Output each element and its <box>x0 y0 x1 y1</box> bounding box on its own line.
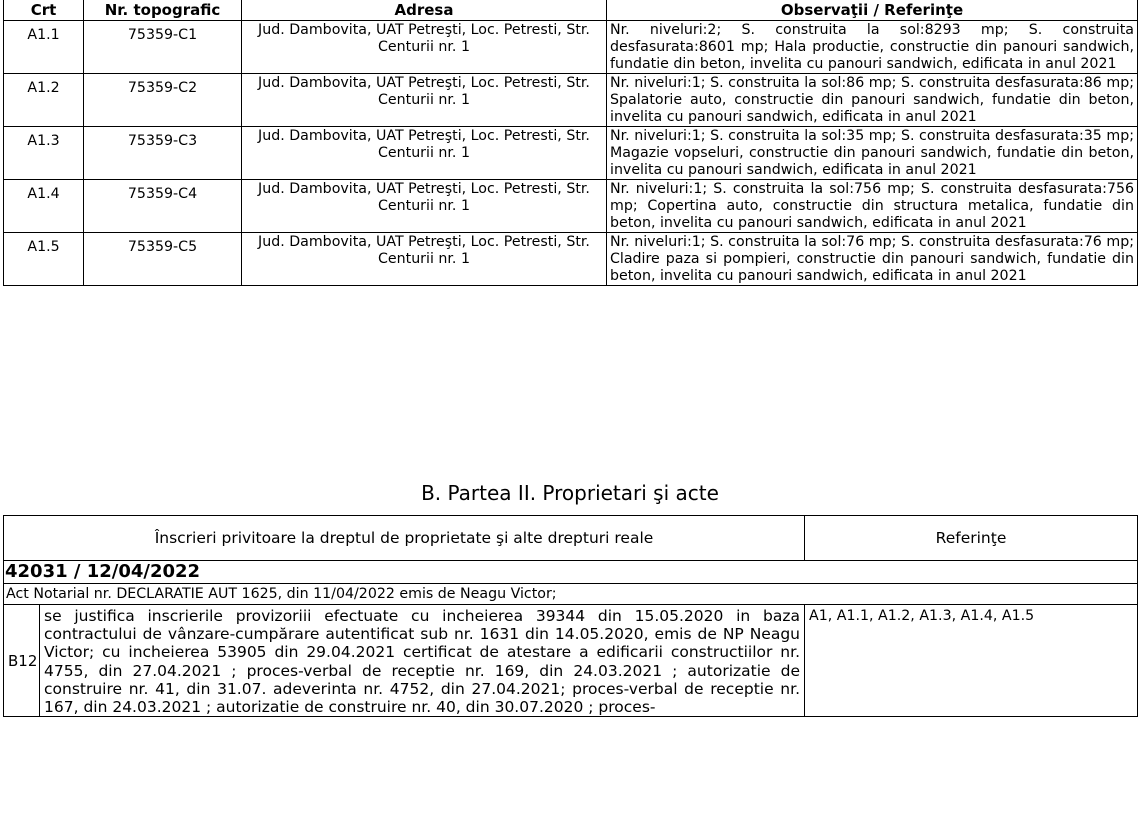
header-crt: Crt <box>4 0 84 21</box>
table-row <box>4 74 1138 127</box>
header-observatii: Observaţii / Referinţe <box>607 0 1138 21</box>
entry-row <box>4 561 1138 584</box>
row-adresa: Jud. Dambovita, UAT Petreşti, Loc. Petresti, Str. Centurii nr. 1 <box>242 127 607 180</box>
row-crt: A1.1 <box>4 21 84 74</box>
row-observatii: Nr. niveluri:1; S. construita la sol:76 mp; S. construita desfasurata:76 mp; Cladire paza si pompieri, constructie din panouri sandwich, fundatie din beton, invelita cu panouri sandwich, edificata in anul 2021 <box>607 233 1138 286</box>
row-observatii: Nr. niveluri:1; S. construita la sol:35 mp; S. construita desfasurata:35 mp; Magazie vopseluri, constructie din panouri sandwich, fundatie din beton, invelita cu panouri sandwich, edificata in anul 2021 <box>607 127 1138 180</box>
row-crt: A1.3 <box>4 127 84 180</box>
table-row <box>4 605 1138 717</box>
row-crt: A1.5 <box>4 233 84 286</box>
owners-table <box>3 515 1138 717</box>
header-nr-topografic: Nr. topografic <box>84 0 242 21</box>
row-observatii: Nr. niveluri:2; S. construita la sol:8293 mp; S. construita desfasurata:8601 mp; Hala productie, constructie din panouri sandwich, fundatie din beton, invelita cu panouri sandwich, edificata in anul 2021 <box>607 21 1138 74</box>
entry-references: A1, A1.1, A1.2, A1.3, A1.4, A1.5 <box>805 605 1138 717</box>
header-inscrieri: Înscrieri privitoare la dreptul de proprietate şi alte drepturi reale <box>4 516 805 561</box>
row-observatii: Nr. niveluri:1; S. construita la sol:86 mp; S. construita desfasurata:86 mp; Spalatorie auto, constructie din panouri sandwich, fundatie din beton, invelita cu panouri sandwich, edificata in anul 2021 <box>607 74 1138 127</box>
row-adresa: Jud. Dambovita, UAT Petreşti, Loc. Petresti, Str. Centurii nr. 1 <box>242 74 607 127</box>
act-notarial: Act Notarial nr. DECLARATIE AUT 1625, din 11/04/2022 emis de Neagu Victor; <box>4 584 1138 605</box>
row-crt: A1.4 <box>4 180 84 233</box>
header-adresa: Adresa <box>242 0 607 21</box>
buildings-header-row <box>4 0 1138 21</box>
row-topo: 75359-C5 <box>84 233 242 286</box>
row-crt: A1.2 <box>4 74 84 127</box>
act-row <box>4 584 1138 605</box>
row-adresa: Jud. Dambovita, UAT Petreşti, Loc. Petresti, Str. Centurii nr. 1 <box>242 233 607 286</box>
entry-text: se justifica inscrierile provizoriii efectuate cu incheierea 39344 din 15.05.2020 in baza contractului de vânzare-cumpărare autentificat sub nr. 1631 din 14.05.2020, emis de NP Neagu Victor; cu incheierea 53905 din 29.04.2021 certificat de atestare a edificarii constructiilor nr. 4755, din 27.04.2021 ; proces-verbal de receptie nr. 169, din 24.03.2021 ; autorizatie de construire nr. 41, din 31.07. adeverinta nr. 4752, din 27.04.2021; proces-verbal de receptie nr. 167, din 24.03.2021 ; autorizatie de construire nr. 40, din 30.07.2020 ; proces- <box>40 605 805 717</box>
owners-header-row <box>4 516 1138 561</box>
entry-id: 42031 / 12/04/2022 <box>4 561 1138 584</box>
row-topo: 75359-C3 <box>84 127 242 180</box>
row-adresa: Jud. Dambovita, UAT Petreşti, Loc. Petresti, Str. Centurii nr. 1 <box>242 21 607 74</box>
row-adresa: Jud. Dambovita, UAT Petreşti, Loc. Petresti, Str. Centurii nr. 1 <box>242 180 607 233</box>
row-observatii: Nr. niveluri:1; S. construita la sol:756 mp; S. construita desfasurata:756 mp; Copertina auto, constructie din structura metalica, fundatie din beton, invelita cu panouri sandwich, edificata in anul 2021 <box>607 180 1138 233</box>
header-referinte: Referinţe <box>805 516 1138 561</box>
row-topo: 75359-C1 <box>84 21 242 74</box>
table-row <box>4 180 1138 233</box>
row-topo: 75359-C2 <box>84 74 242 127</box>
table-row <box>4 21 1138 74</box>
section-title-part-ii: B. Partea II. Proprietari şi acte <box>421 481 719 505</box>
buildings-table <box>3 0 1138 286</box>
row-topo: 75359-C4 <box>84 180 242 233</box>
entry-code: B12 <box>4 605 40 717</box>
table-row <box>4 233 1138 286</box>
table-row <box>4 127 1138 180</box>
